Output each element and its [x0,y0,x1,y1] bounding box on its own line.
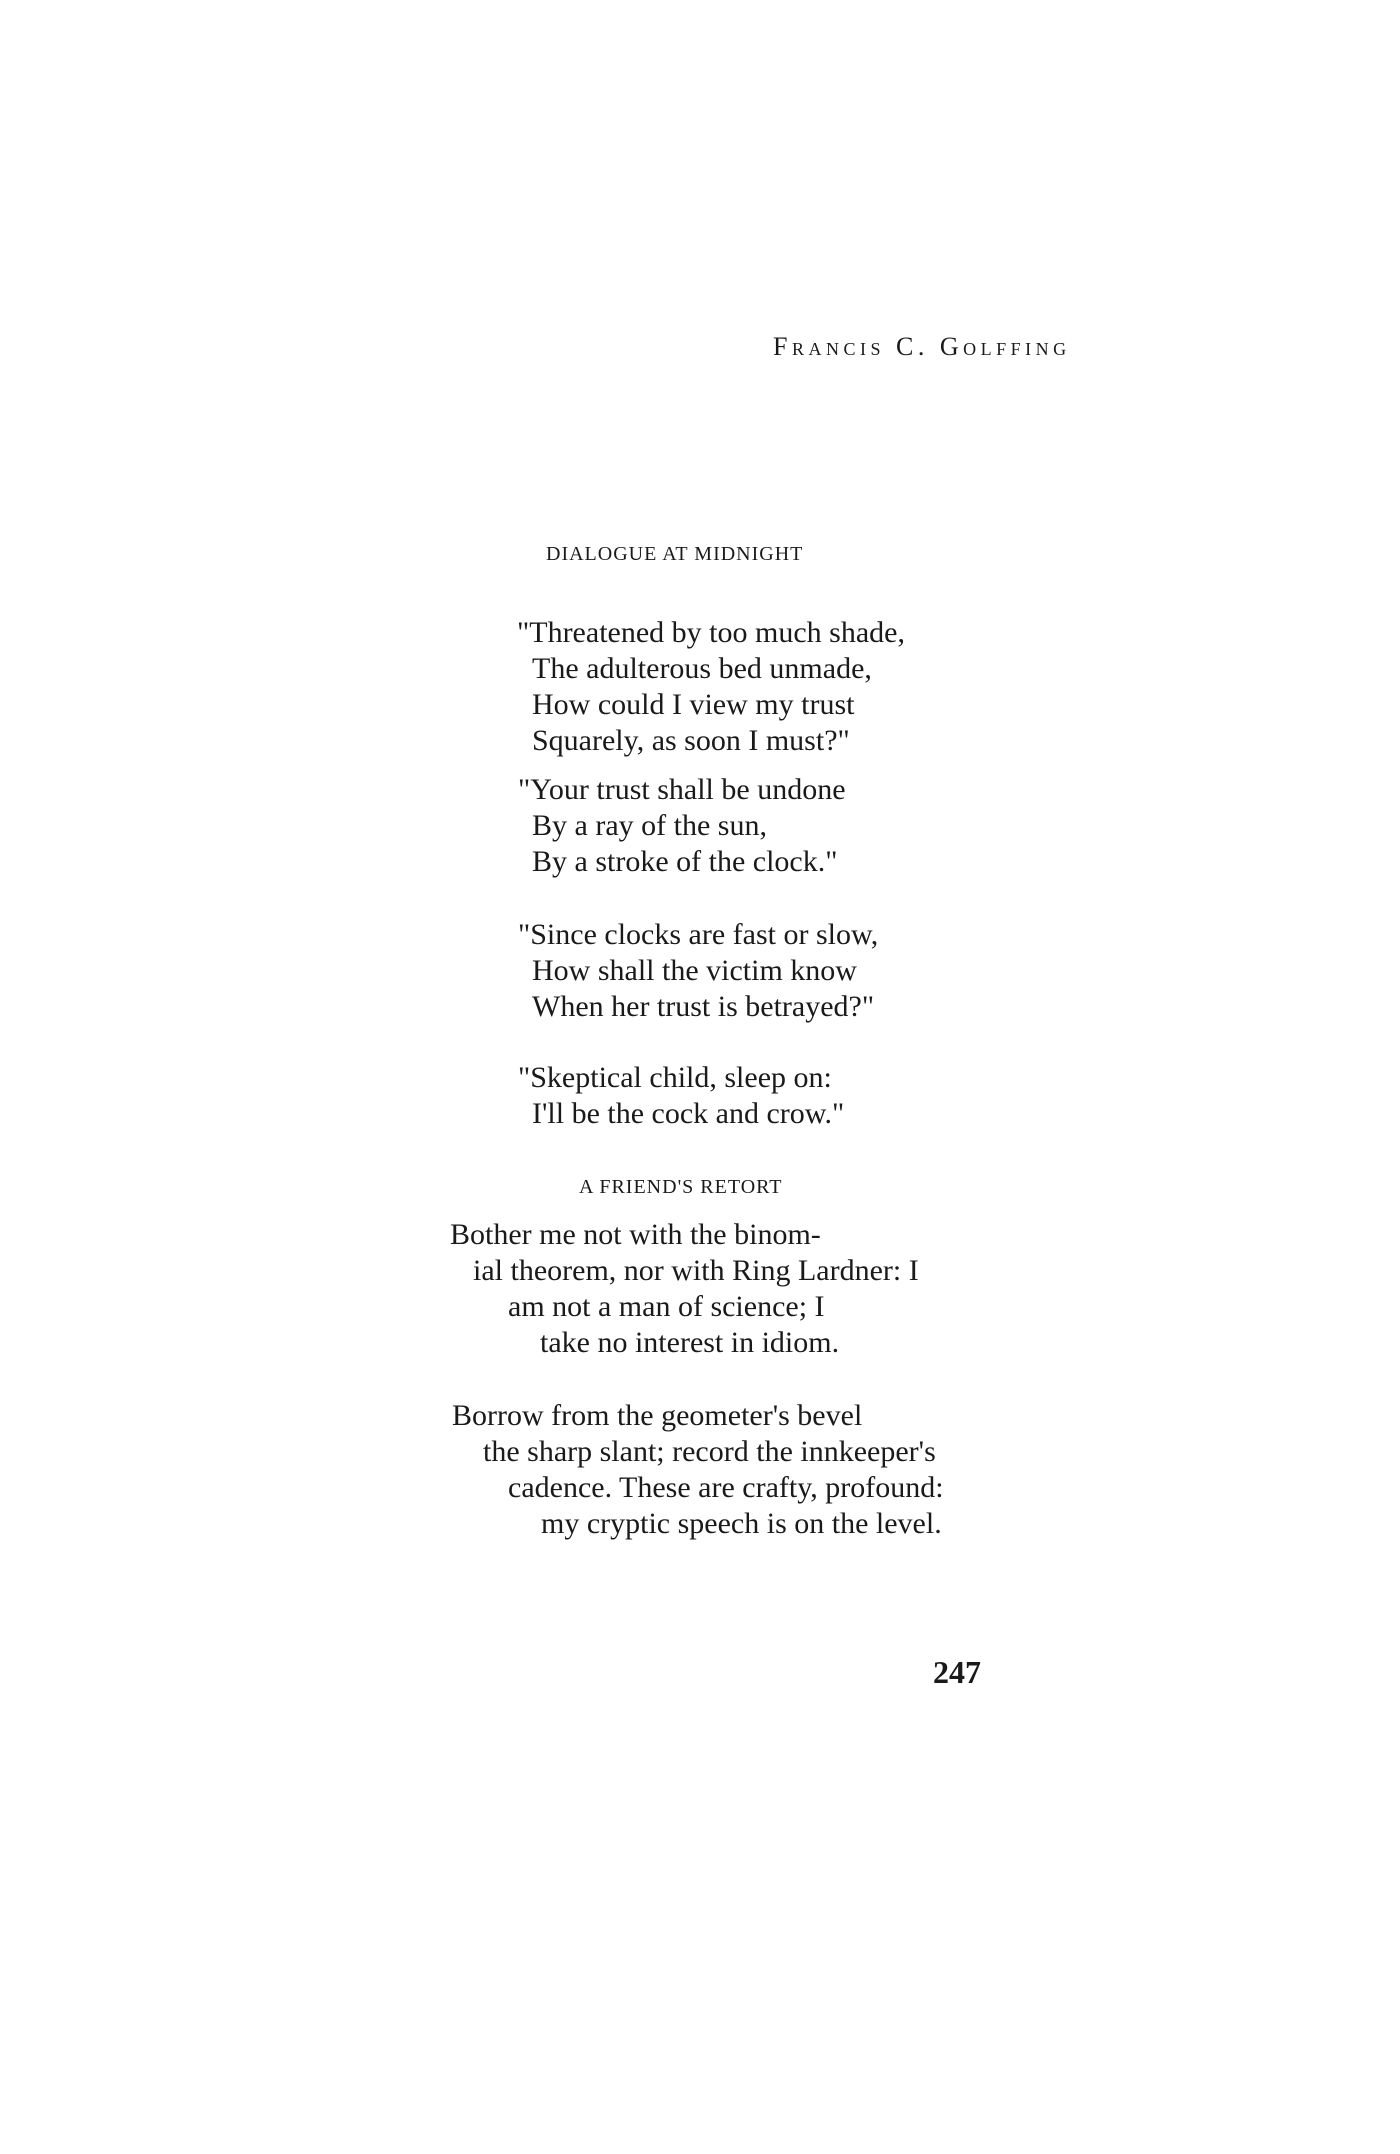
poem-line: "Since clocks are fast or slow, [518,918,879,951]
poem-line: How could I view my trust [532,688,855,721]
poem-line: The adulterous bed unmade, [532,652,872,685]
poem-line: am not a man of science; I [508,1290,825,1323]
poem-line: cadence. These are crafty, profound: [508,1471,944,1504]
poem-line: "Threatened by too much shade, [517,616,905,649]
poem-line: How shall the victim know [532,954,857,987]
poem-line: Bother me not with the binom- [450,1218,821,1251]
poem-line: I'll be the cock and crow." [532,1097,845,1130]
poem-title-a-friends-retort: A FRIEND'S RETORT [579,1176,783,1198]
poem-line: take no interest in idiom. [540,1326,840,1359]
poem-title-dialogue-at-midnight: DIALOGUE AT MIDNIGHT [546,543,804,565]
poem-line: By a stroke of the clock." [532,845,838,878]
poem-line: "Your trust shall be undone [518,773,846,806]
poem-line: Squarely, as soon I must?" [532,724,850,757]
author-name: Francis C. Golffing [773,332,1071,361]
poem-line: Borrow from the geometer's bevel [452,1399,863,1432]
poem-line: By a ray of the sun, [532,809,767,842]
poem-line: "Skeptical child, sleep on: [518,1061,832,1094]
page-number: 247 [933,1654,981,1690]
poem-line: my cryptic speech is on the level. [541,1507,942,1540]
poem-line: the sharp slant; record the innkeeper's [483,1435,936,1468]
poem-line: When her trust is betrayed?" [532,990,875,1023]
poem-line: ial theorem, nor with Ring Lardner: I [473,1254,919,1287]
